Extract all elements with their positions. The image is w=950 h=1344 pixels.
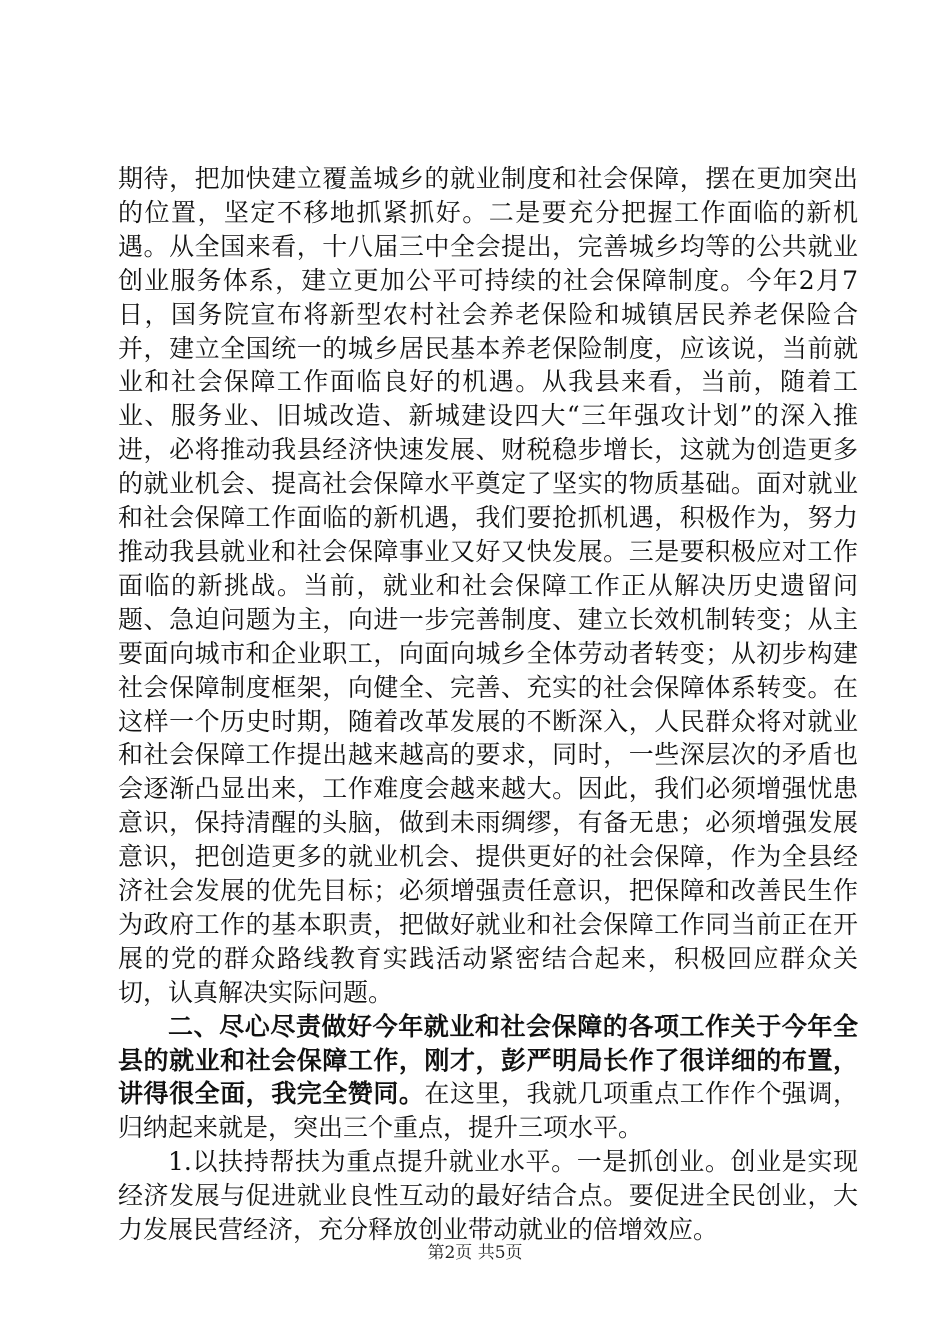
paragraph-section-two (118, 1010, 858, 1146)
paragraph-continuation: 期待，把加快建立覆盖城乡的就业制度和社会保障，摆在更加突出的位置，坚定不移地抓紧抓好。二是要充分把握工作面临的新机遇。从全国来看，十八届三中全会提出，完善城乡均等的公共就业创业服务体系，建立更加公平可持续的社会保障制度。今年2月7日，国务院宣布将新型农村社会养老保险和城镇居民养老保险合并，建立全国统一的城乡居民基本养老保险制度，应该说，当前就业和社会保障工作面临良好的机遇。从我县来看，当前，随着工业、服务业、旧城改造、新城建设四大“三年强攻计划”的深入推进，必将推动我县经济快速发展、财税稳步增长，这就为创造更多的就业机会、提高社会保障水平奠定了坚实的物质基础。面对就业和社会保障工作面临的新机遇，我们要抢抓机遇，积极作为，努力推动我县就业和社会保障事业又好又快发展。三是要积极应对工作面临的新挑战。当前，就业和社会保障工作正从解决历史遗留问题、急迫问题为主，向进一步完善制度、建立长效机制转变；从主要面向城市和企业职工，向面向城乡全体劳动者转变；从初步构建社会保障制度框架，向健全、完善、充实的社会保障体系转变。在这样一个历史时期，随着改革发展的不断深入，人民群众将对就业和社会保障工作提出越来越高的要求，同时，一些深层次的矛盾也会逐渐凸显出来，工作难度会越来越大。因此，我们必须增强忧患意识，保持清醒的头脑，做到未雨绸缪，有备无患；必须增强发展意识，把创造更多的就业机会、提供更好的社会保障，作为全县经济社会发展的优先目标；必须增强责任意识，把保障和改善民生作为政府工作的基本职责，把做好就业和社会保障工作同当前正在开展的党的群众路线教育实践活动紧密结合起来，积极回应群众关切，认真解决实际问题。 (118, 164, 858, 1007)
section-heading-two: 二、尽心尽责做好今年就业和社会保障的各项工作关于今年全县的就业和社会保障工作，刚才，彭严明局长作了很详细的布置，讲得很全面，我完全赞同。 (118, 1011, 858, 1109)
section-two-body: 在这里，我就几项重点工作作个强调，归纳起来就是，突出三个重点，提升三项水平。 (118, 1079, 858, 1143)
page-number-footer: 第2页 共5页 (427, 1243, 523, 1263)
paragraph-item-one: 1.以扶持帮扶为重点提升就业水平。一是抓创业。创业是实现经济发展与促进就业良性互动的最好结合点。要促进全民创业，大力发展民营经济，充分释放创业带动就业的倍增效应。 (118, 1147, 858, 1245)
document-body (118, 162, 858, 1247)
